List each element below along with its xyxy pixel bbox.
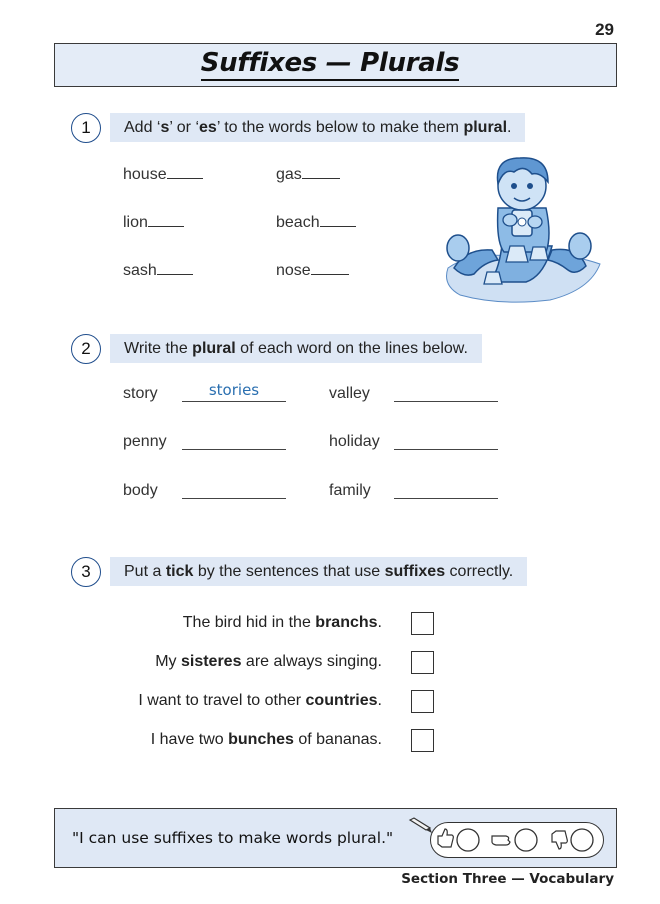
q2-answer-line-body[interactable]: [182, 497, 286, 499]
question-1-number: 1: [71, 113, 101, 143]
q3-sentence-3: I want to travel to other countries.: [138, 692, 382, 709]
q3-sentence-1: The bird hid in the branchs.: [182, 614, 382, 631]
q3-tickbox-2[interactable]: [411, 651, 434, 674]
question-1-instruction: Add ‘s’ or ‘es’ to the words below to make them plural.: [110, 113, 525, 142]
thumbs-down-icon: [552, 831, 567, 849]
thumbs-sideways-icon: [492, 836, 510, 845]
rating-options: [430, 822, 604, 858]
question-2-number: 2: [71, 334, 101, 364]
rating-circle-ok: [515, 829, 537, 851]
q2-example-answer: stories: [208, 381, 260, 399]
question-2-instruction: Write the plural of each word on the lines below.: [110, 334, 482, 363]
q1-word-nose[interactable]: nose: [276, 260, 349, 280]
section-label: Section Three — Vocabulary: [401, 871, 614, 887]
q1-word-lion[interactable]: lion: [123, 212, 184, 232]
q2-answer-line-valley[interactable]: [394, 400, 498, 402]
q1-word-beach[interactable]: beach: [276, 212, 356, 232]
q2-answer-line-penny[interactable]: [182, 448, 286, 450]
q1-word-gas[interactable]: gas: [276, 164, 340, 184]
q3-sentence-2: My sisteres are always singing.: [155, 653, 382, 670]
page-title: [0, 48, 660, 78]
q3-sentence-4: I have two bunches of bananas.: [150, 731, 382, 748]
q1-word-sash[interactable]: sash: [123, 260, 193, 280]
q2-word-penny: penny: [123, 433, 167, 450]
rating-circle-good: [457, 829, 479, 851]
question-3-number: 3: [71, 557, 101, 587]
question-3-instruction: Put a tick by the sentences that use suffixes correctly.: [110, 557, 527, 586]
q3-tickbox-3[interactable]: [411, 690, 434, 713]
q3-tickbox-4[interactable]: [411, 729, 434, 752]
page-title-text: Suffixes — Plurals: [201, 48, 460, 81]
q3-tickbox-1[interactable]: [411, 612, 434, 635]
q1-word-house[interactable]: house: [123, 164, 203, 184]
self-assessment-statement: "I can use suffixes to make words plural.": [72, 829, 394, 847]
q2-word-valley: valley: [329, 385, 370, 402]
child-sandcastle-illustration: [440, 150, 605, 310]
q2-word-family: family: [329, 482, 371, 499]
page-number: 29: [595, 20, 614, 39]
q2-word-holiday: holiday: [329, 433, 380, 450]
q2-word-body: body: [123, 482, 158, 499]
q2-answer-line-story[interactable]: [182, 400, 286, 402]
q2-answer-line-family[interactable]: [394, 497, 498, 499]
q2-answer-line-holiday[interactable]: [394, 448, 498, 450]
q2-word-story: story: [123, 385, 158, 402]
thumbs-up-icon: [438, 829, 453, 847]
rating-circle-needs-work: [571, 829, 593, 851]
